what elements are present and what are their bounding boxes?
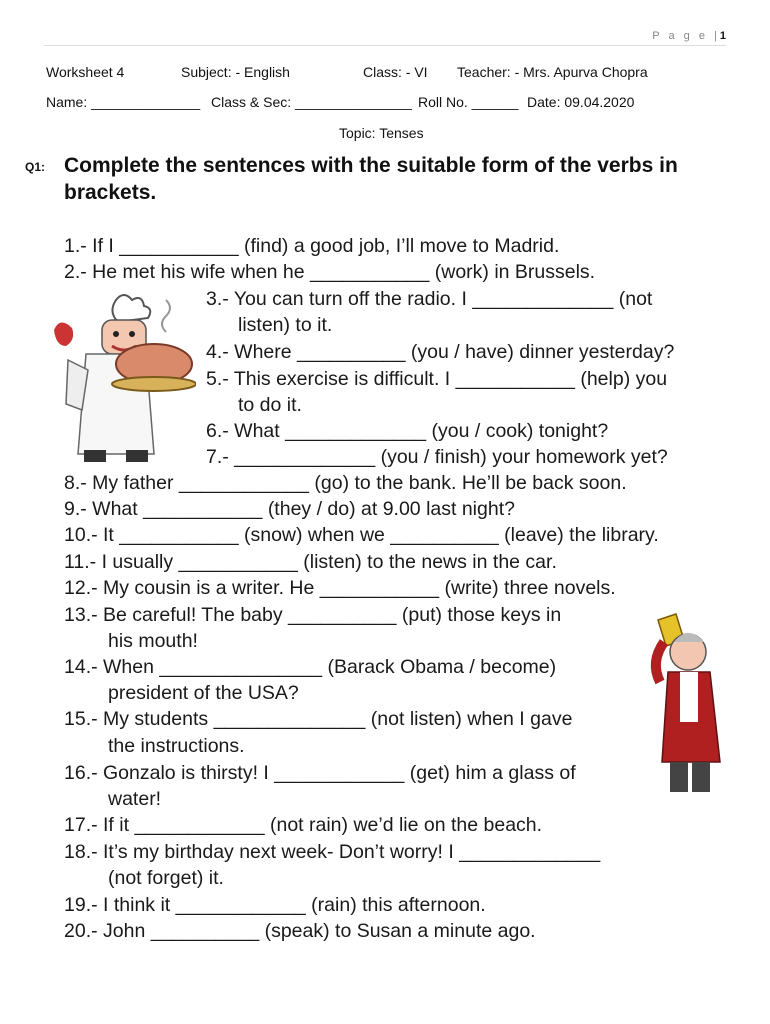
sentence-13-cont: his mouth! xyxy=(108,630,198,652)
sentence-2: 2.- He met his wife when he ___________ (work) in Brussels. xyxy=(64,261,596,283)
sentence-3-cont: listen) to it. xyxy=(238,314,333,336)
chef-illustration xyxy=(46,290,196,465)
sentence-1: 1.- If I ___________ (find) a good job, I’ll move to Madrid. xyxy=(64,235,560,257)
header-divider xyxy=(44,45,726,46)
question-text xyxy=(64,152,744,206)
page-number: P a g e |1 xyxy=(652,30,726,42)
sentence-16-cont: water! xyxy=(108,788,162,810)
sentence-5-cont: to do it. xyxy=(238,394,302,416)
date-label: Date: 09.04.2020 xyxy=(527,94,635,110)
worksheet-label: Worksheet 4 xyxy=(46,64,125,80)
sentence-16: 16.- Gonzalo is thirsty! I ____________ (get) him a glass of xyxy=(64,762,576,784)
sentence-5: 5.- This exercise is difficult. I ___________ (help) you xyxy=(206,368,668,390)
sentence-19: 19.- I think it ____________ (rain) this afternoon. xyxy=(64,894,486,916)
sentence-3: 3.- You can turn off the radio. I _____________ (not xyxy=(206,288,653,310)
drinking-man-illustration xyxy=(640,612,725,797)
question-line-2: brackets. xyxy=(64,181,157,204)
sentence-18: 18.- It’s my birthday next week- Don’t worry! I _____________ xyxy=(64,841,601,863)
name-field: Name: ______________ xyxy=(46,94,201,110)
sentence-14-cont: president of the USA? xyxy=(108,682,299,704)
sentence-11: 11.- I usually ___________ (listen) to the news in the car. xyxy=(64,551,557,573)
sentence-4: 4.- Where __________ (you / have) dinner yesterday? xyxy=(206,341,675,363)
page-label: P a g e xyxy=(652,30,708,42)
sentence-12: 12.- My cousin is a writer. He ___________ (write) three novels. xyxy=(64,577,616,599)
topic-label: Topic: Tenses xyxy=(339,125,424,141)
sentence-14: 14.- When _______________ (Barack Obama / become) xyxy=(64,656,557,678)
sentence-15: 15.- My students ______________ (not listen) when I gave xyxy=(64,708,573,730)
subject-label: Subject: - English xyxy=(181,64,290,80)
question-number: Q1: xyxy=(25,160,46,174)
sentence-20: 20.- John __________ (speak) to Susan a minute ago. xyxy=(64,920,536,942)
sentence-10: 10.- It ___________ (snow) when we __________ (leave) the library. xyxy=(64,524,659,546)
question-line-1: Complete the sentences with the suitable form of the verbs in xyxy=(64,154,678,177)
sentence-13: 13.- Be careful! The baby __________ (put) those keys in xyxy=(64,604,562,626)
sentence-17: 17.- If it ____________ (not rain) we’d lie on the beach. xyxy=(64,814,543,836)
class-label: Class: - VI xyxy=(363,64,428,80)
sentence-7: 7.- _____________ (you / finish) your homework yet? xyxy=(206,446,668,468)
sentence-15-cont: the instructions. xyxy=(108,735,245,757)
sentence-9: 9.- What ___________ (they / do) at 9.00 last night? xyxy=(64,498,515,520)
sentence-6: 6.- What _____________ (you / cook) tonight? xyxy=(206,420,609,442)
class-sec-field: Class & Sec: _______________ xyxy=(211,94,412,110)
roll-field: Roll No. ______ xyxy=(418,94,519,110)
sentence-8: 8.- My father ____________ (go) to the bank. He’ll be back soon. xyxy=(64,472,627,494)
teacher-label: Teacher: - Mrs. Apurva Chopra xyxy=(457,64,648,80)
page-number-value: 1 xyxy=(719,30,726,42)
sentence-18-cont: (not forget) it. xyxy=(108,867,224,889)
